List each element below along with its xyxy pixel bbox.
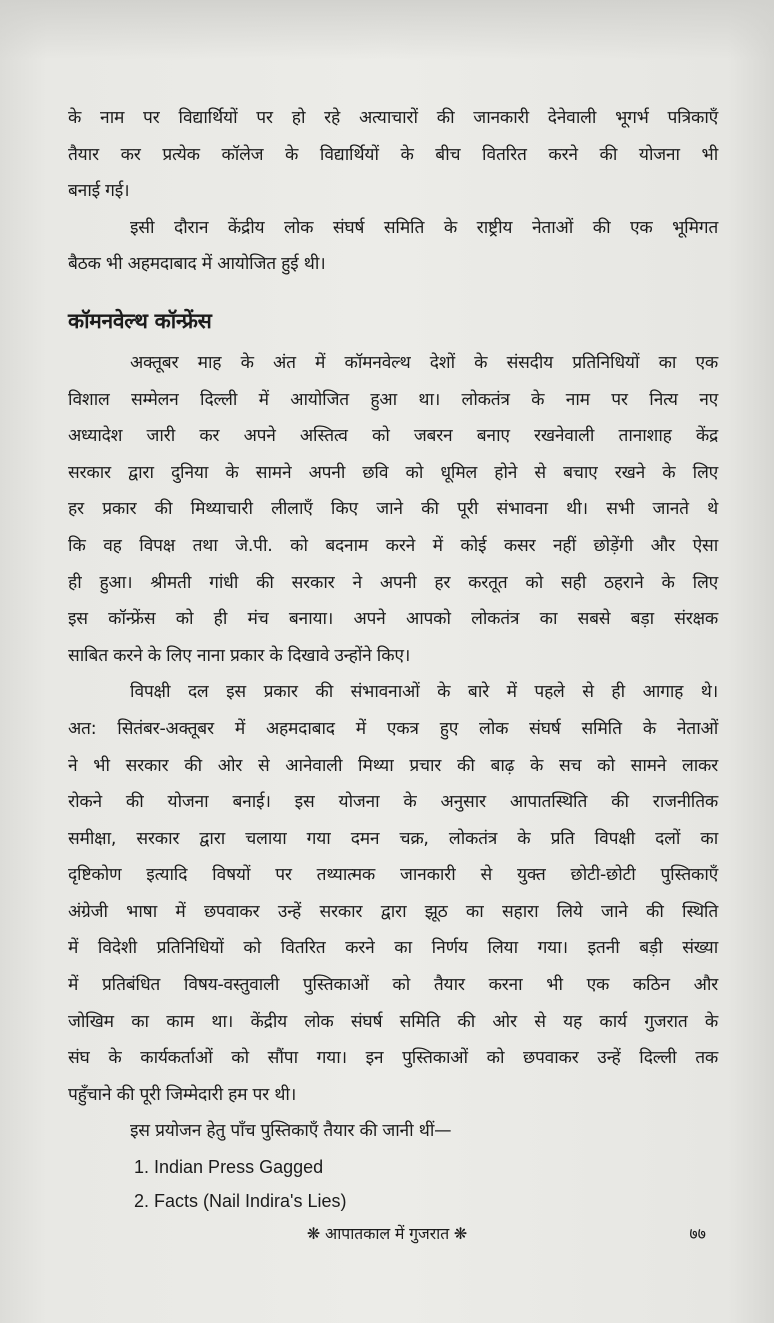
paragraph-3-line-6: कि वह विपक्ष तथा जे.पी. को बदनाम करने में कोई कसर नहीं छोड़ेंगी और ऐसा — [68, 535, 718, 556]
paragraph-3-line-5: हर प्रकार की मिथ्याचारी लीलाएँ किए जाने की पूरी संभावना थी। सभी जानते थे — [68, 499, 718, 520]
paragraph-1-line-2: तैयार कर प्रत्येक कॉलेज के विद्यार्थियों के बीच वितरित करने की योजना भी — [68, 144, 718, 165]
paragraph-3-line-7: ही हुआ। श्रीमती गांधी की सरकार ने अपनी हर करतूत को सही ठहराने के लिए — [68, 572, 718, 593]
paragraph-4-line-11: संघ के कार्यकर्ताओं को सौंपा गया। इन पुस्तिकाओं को छपवाकर उन्हें दिल्ली तक — [68, 1048, 718, 1069]
paragraph-4-line-2: अत: सितंबर-अक्तूबर में अहमदाबाद में एकत्र हुए लोक संघर्ष समिति के नेताओं — [68, 718, 718, 739]
paragraph-3-line-3: अध्यादेश जारी कर अपने अस्तित्व को जबरन बनाए रखनेवाली तानाशाह केंद्र — [68, 426, 718, 447]
paragraph-2-line-1: इसी दौरान केंद्रीय लोक संघर्ष समिति के राष्ट्रीय नेताओं की एक भूमिगत — [130, 217, 718, 238]
section-heading: कॉमनवेल्थ कॉन्फ्रेंस — [68, 308, 212, 333]
paragraph-3-line-2: विशाल सम्मेलन दिल्ली में आयोजित हुआ था। लोकतंत्र के नाम पर नित्य नए — [68, 389, 718, 410]
paragraph-4-line-9: में प्रतिबंधित विषय-वस्तुवाली पुस्तिकाओं को तैयार करना भी एक कठिन और — [68, 975, 718, 996]
list-item-2: 2. Facts (Nail Indira's Lies) — [134, 1191, 347, 1212]
paragraph-3-line-9: साबित करने के लिए नाना प्रकार के दिखावे उन्होंने किए। — [68, 645, 411, 666]
paragraph-4-line-6: दृष्टिकोण इत्यादि विषयों पर तथ्यात्मक जानकारी से युक्त छोटी-छोटी पुस्तिकाएँ — [68, 865, 718, 886]
list-item-1: 1. Indian Press Gagged — [134, 1157, 324, 1178]
paragraph-4-line-5: समीक्षा, सरकार द्वारा चलाया गया दमन चक्र, लोकतंत्र के प्रति विपक्षी दलों का — [68, 828, 718, 849]
paragraph-4-line-8: में विदेशी प्रतिनिधियों को वितरित करने का निर्णय लिया गया। इतनी बड़ी संख्या — [68, 938, 718, 959]
paragraph-4-line-4: रोकने की योजना बनाई। इस योजना के अनुसार आपातस्थिति की राजनीतिक — [68, 792, 718, 813]
paragraph-2-line-2: बैठक भी अहमदाबाद में आयोजित हुई थी। — [68, 254, 326, 275]
page-number: ७७ — [689, 1224, 706, 1243]
paragraph-4-line-7: अंग्रेजी भाषा में छपवाकर उन्हें सरकार द्वारा झूठ का सहारा लिये जाने की स्थिति — [68, 901, 718, 922]
paragraph-3-line-1: अक्तूबर माह के अंत में कॉमनवेल्थ देशों के संसदीय प्रतिनिधियों का एक — [130, 352, 718, 373]
body-text — [68, 100, 718, 1218]
footer-book-title: ❋ आपातकाल में गुजरात ❋ — [306, 1224, 468, 1243]
paragraph-5-line-1: इस प्रयोजन हेतु पाँच पुस्तिकाएँ तैयार की जानी थीं— — [130, 1121, 452, 1142]
paragraph-4-line-1: विपक्षी दल इस प्रकार की संभावनाओं के बारे में पहले से ही आगाह थे। — [130, 682, 718, 703]
paragraph-1-line-1: के नाम पर विद्यार्थियों पर हो रहे अत्याचारों की जानकारी देनेवाली भूगर्भ पत्रिकाएँ — [68, 108, 718, 128]
paragraph-1-line-3: बनाई गई। — [68, 181, 130, 202]
page-footer — [0, 1222, 774, 1252]
paragraph-3-line-4: सरकार द्वारा दुनिया के सामने अपनी छवि को धूमिल होने से बचाए रखने के लिए — [68, 462, 718, 483]
paragraph-4-line-3: ने भी सरकार की ओर से आनेवाली मिथ्या प्रचार की बाढ़ के सच को सामने लाकर — [68, 755, 718, 776]
paragraph-4-line-12: पहुँचाने की पूरी जिम्मेदारी हम पर थी। — [68, 1084, 297, 1105]
paragraph-3-line-8: इस कॉन्फ्रेंस को ही मंच बनाया। अपने आपको लोकतंत्र का सबसे बड़ा संरक्षक — [68, 609, 718, 630]
paragraph-4-line-10: जोखिम का काम था। केंद्रीय लोक संघर्ष समिति की ओर से यह कार्य गुजरात के — [68, 1011, 718, 1032]
